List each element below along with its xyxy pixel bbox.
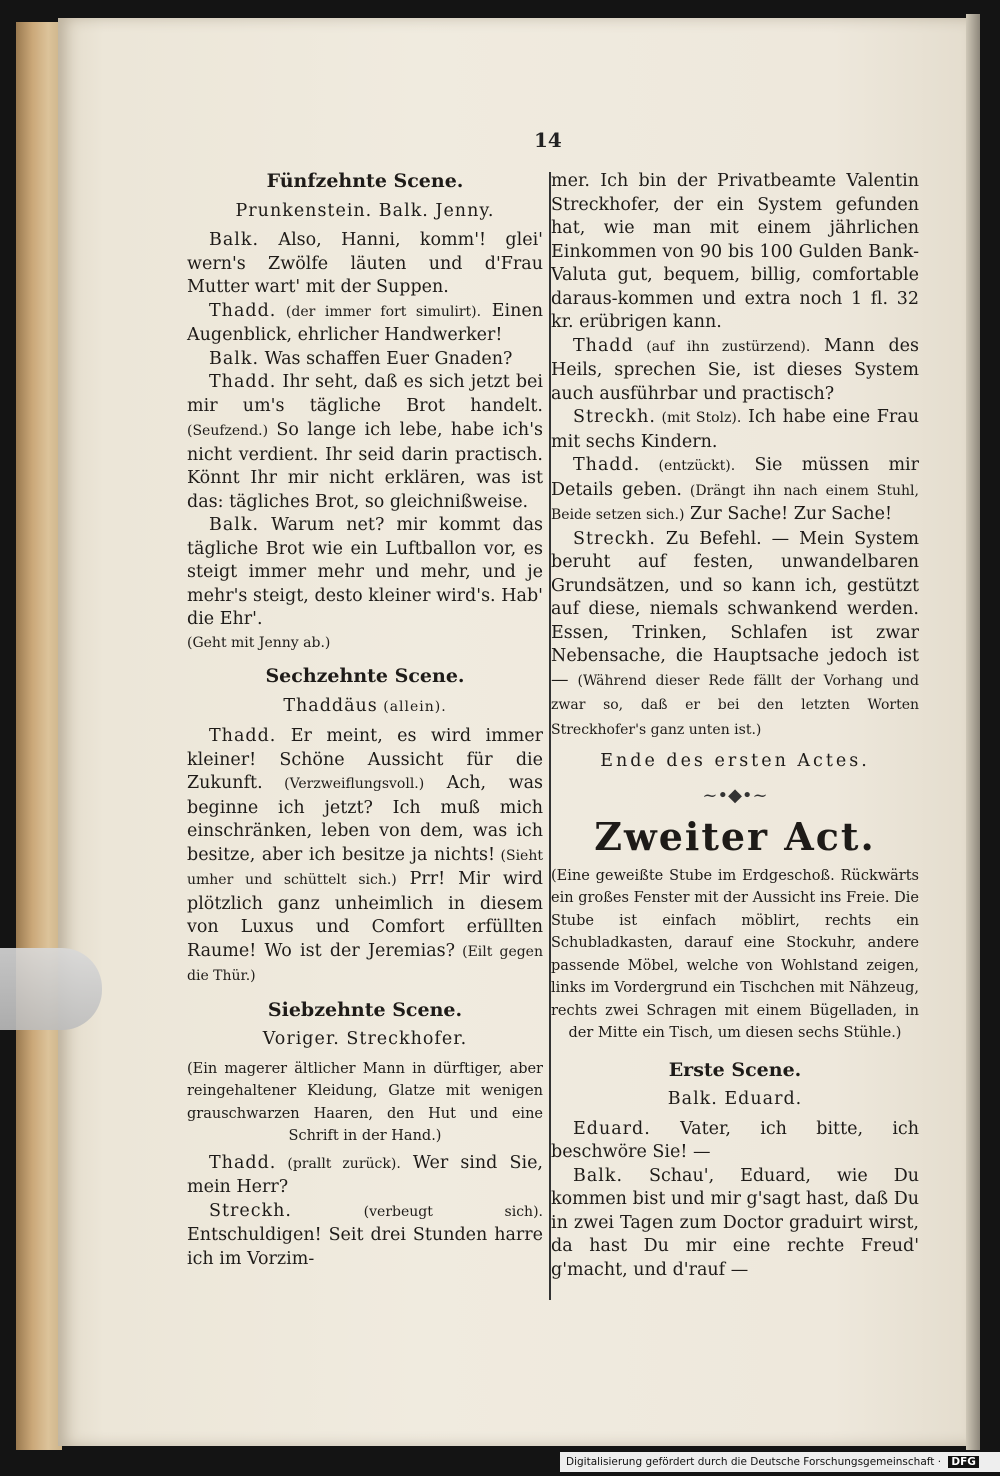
persons-name: Thaddäus (283, 695, 378, 716)
dialogue-text: Zu Befehl. — Mein System beruht auf festen, unwandelbaren Grundsätzen, und so kann ich, gestützt auf diese, niemals schwankend werden. Essen, Trinken, Schlafen ist zwar Nebensache, die Hauptsache jedoch ist — (551, 528, 919, 690)
dialogue-paragraph: mer. Ich bin der Privatbeamte Valentin Streckhofer, der ein System gefunden hat, wie man mit einem jährlichen Einkommen von 90 bis 100 Gulden Bank-Valuta gut, bequem, billig, comfortable daraus-kommen und extra noch 1 fl. 32 kr. erübrigen kann. (551, 171, 919, 332)
dialogue-text: Schau', Eduard, wie Du kommen bist und mir g'sagt hast, daß Du in zwei Tagen zum Doctor graduirt wirst, da hast Du mir eine rechte Freud' g'macht, und d'rauf — (551, 1165, 919, 1280)
speaker: Thadd. (209, 726, 277, 746)
speaker: Balk. (209, 348, 260, 369)
dialogue-text: Ihr seht, daß es sich jetzt bei mir um's tägliche Brot handelt. (187, 372, 543, 416)
stage-direction: (Sieht umher und schüttelt sich.) (187, 847, 543, 888)
dialogue-paragraph (187, 300, 543, 348)
act-title: Zweiter Act. (594, 814, 876, 859)
right-column (551, 170, 919, 1282)
dialogue-text: Wer sind Sie, mein Herr? (187, 1152, 543, 1197)
stage-direction: (verbeugt sich). (291, 1203, 543, 1220)
dialogue-text: Sie müssen mir Details geben. (551, 455, 919, 500)
stage-direction: (Während dieser Rede fällt der Vorhang und zwar so, daß er bei den letzten Worten Streckhofer's ganz unten ist.) (551, 672, 919, 738)
viewer-side-tab[interactable] (0, 948, 102, 1030)
dialogue-text: Mann des Heils, sprechen Sie, ist dieses System auch ausführbar und practisch? (551, 335, 919, 404)
dialogue-paragraph (551, 1118, 919, 1165)
dfg-logo: DFG (948, 1456, 979, 1468)
stage-direction: (Seufzend.) (187, 423, 269, 439)
scene-title: Siebzehnte Scene. (267, 998, 463, 1021)
scene-title: Fünfzehnte Scene. (266, 170, 464, 192)
stage-direction: (entzückt). (640, 458, 736, 474)
dialogue-text: So lange ich lebe, habe ich's nicht verdient. Ihr seid darin practisch. Könnt Ihr mir nicht erklären, was ist das: tägliches Brot, so gleichnißweise. (187, 420, 543, 512)
stage-direction: (Eine geweißte Stube im Erdgeschoß. Rückwärts ein großes Fenster mit der Aussicht ins Freie. Die Stube ist einfach möblirt, rechts ein Schubladkasten, darauf eine Stockuhr, andere passende Möbel, welche von Wohlstand zeigen, links im Vordergrund ein Tischchen mit Nähzeug, rechts zwei Schragen mit einem Bügelladen, in der Mitte ein Tisch, um diesen sechs Stühle.) (551, 867, 919, 1041)
stage-direction: (Geht mit Jenny ab.) (187, 634, 331, 651)
scene-title: Erste Scene. (668, 1058, 802, 1081)
stage-direction: (Eilt gegen die Thür.) (187, 943, 543, 984)
speaker: Thadd (573, 335, 634, 356)
speaker: Thadd. (209, 372, 277, 392)
dialogue-text: Vater, ich bitte, ich beschwöre Sie! — (551, 1118, 919, 1162)
scene-persons: Voriger. Streckhofer. (262, 1029, 468, 1049)
dialogue-text: Prr! Mir wird plötzlich ganz unheimlich in diesem von Luxus und Comfort erfüllten Raume! Wo ist der Jeremias? (187, 869, 543, 961)
dialogue-text: Zur Sache! Zur Sache! (684, 504, 893, 524)
footer-credit: Digitalisierung gefördert durch die Deutsche Forschungsgemeinschaft · DFG (560, 1452, 1000, 1472)
dialogue-paragraph (187, 1200, 543, 1272)
dialogue-text: Entschuldigen! Seit drei Stunden harre ich im Vorzim- (187, 1225, 543, 1269)
stage-direction: (auf ihn zustürzend). (633, 338, 811, 355)
stage-direction: (mit Stolz). (655, 410, 742, 426)
footer-text: Digitalisierung gefördert durch die Deutsche Forschungsgemeinschaft (566, 1456, 935, 1468)
speaker: Balk. (209, 230, 260, 250)
stage-direction: (Verzweiflungsvoll.) (262, 776, 425, 792)
dialogue-paragraph (551, 1165, 919, 1283)
dialogue-paragraph (551, 335, 919, 407)
dialogue-paragraph (187, 514, 543, 632)
scene-persons: Balk. Eduard. (667, 1089, 803, 1109)
left-column (187, 170, 543, 1271)
stage-direction: (allein). (377, 698, 447, 715)
dialogue-paragraph (551, 406, 919, 454)
dialogue-text: Einen Augenblick, ehrlicher Handwerker! (187, 300, 543, 345)
speaker: Streckh. (573, 407, 656, 427)
page-right-shadow (966, 14, 980, 1450)
speaker: Thadd. (209, 300, 277, 321)
dialogue-paragraph (187, 229, 543, 300)
dialogue-paragraph (187, 725, 543, 989)
speaker: Eduard. (573, 1118, 651, 1139)
stage-direction: (prallt zurück). (276, 1155, 401, 1172)
dialogue-text: Ach, was beginne ich jetzt? Ich muß mich einschränken, leben von dem, was ich besitze, aber ich besitze ja nichts! (187, 773, 543, 865)
dialogue-paragraph (551, 528, 919, 743)
scene-persons (187, 695, 543, 720)
stage-direction: (der immer fort simulirt). (276, 303, 482, 320)
speaker: Streckh. (209, 1200, 292, 1221)
dialogue-paragraph (187, 1152, 543, 1200)
dialogue-paragraph (551, 454, 919, 528)
dialogue-paragraph (187, 348, 543, 372)
dialogue-text: Was schaffen Euer Gnaden? (259, 348, 513, 369)
speaker: Balk. (209, 515, 260, 535)
scene-persons: Prunkenstein. Balk. Jenny. (235, 200, 495, 221)
dialogue-text: Warum net? mir kommt das tägliche Brot wie ein Luftballon vor, es steigt immer mehr und mehr, und je mehr's steigt, desto kleiner wird's. Hab' die Ehr'. (187, 515, 543, 629)
stage-direction: (Drängt ihn nach einem Stuhl, Beide setzen sich.) (551, 482, 919, 523)
dialogue-text: Also, Hanni, komm'! glei' wern's Zwölfe läuten und d'Frau Mutter wart' mit der Suppen. (187, 230, 543, 297)
scene-title: Sechzehnte Scene. (265, 665, 465, 687)
book-edge (16, 22, 62, 1450)
stage-direction: (Ein magerer ältlicher Mann in dürftiger, aber reingehaltener Kleidung, Glatze mit wenigen grauschwarzen Haaren, den Hut und eine Schrift in der Hand.) (187, 1060, 543, 1144)
dialogue-text: Er meint, es wird immer kleiner! Schöne Aussicht für die Zukunft. (187, 726, 543, 793)
act-end-line: Ende des ersten Actes. (600, 751, 870, 771)
speaker: Balk. (573, 1165, 624, 1186)
ornament-divider: ~•◆•~ (702, 784, 768, 806)
speaker: Thadd. (209, 1152, 277, 1173)
dialogue-text: Ich habe eine Frau mit sechs Kindern. (551, 407, 919, 452)
dialogue-paragraph (187, 371, 543, 514)
speaker: Thadd. (573, 455, 641, 475)
page-number: 14 (534, 128, 562, 152)
speaker: Streckh. (573, 528, 656, 549)
